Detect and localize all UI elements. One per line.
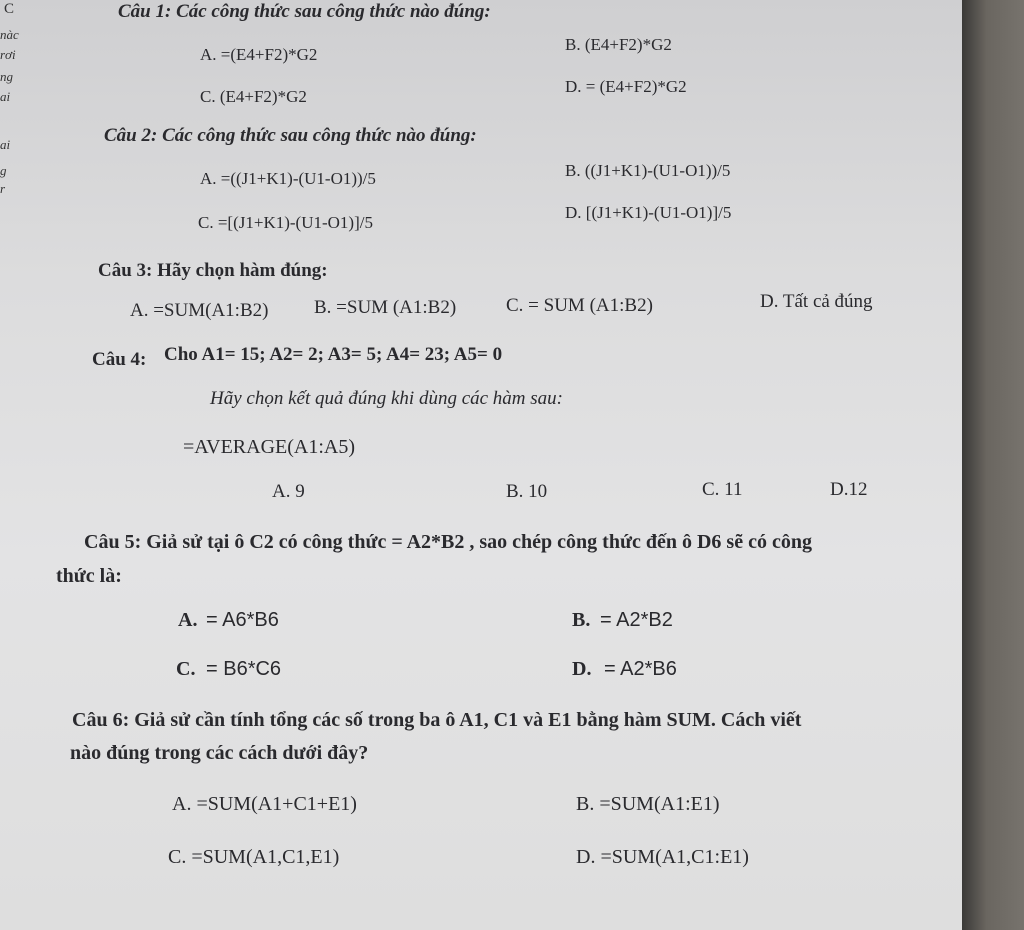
margin-scrap: ai [0,89,11,104]
question-5-title-line2: thức là: [56,565,122,587]
margin-scrap: ng [0,69,13,84]
q4-option-d: D.12 [830,479,868,500]
margin-scrap: ai [0,137,11,152]
question-3-title: Câu 3: Hãy chọn hàm đúng: [98,260,328,281]
margin-scrap: C [4,1,15,17]
question-1-title: Câu 1: Các công thức sau công thức nào đúng: [118,1,491,22]
q2-option-d: D. [(J1+K1)-(U1-O1)]/5 [565,203,732,222]
q1-option-b: B. (E4+F2)*G2 [565,35,672,54]
margin-scrap: g [0,163,7,178]
q3-option-a: A. =SUM(A1:B2) [130,300,269,321]
q3-option-d: D. Tất cả đúng [760,291,873,312]
question-4-instruction: Hãy chọn kết quả đúng khi dùng các hàm sau: [210,388,564,409]
question-4-label: Câu 4: [92,349,147,370]
q3-option-c: C. = SUM (A1:B2) [506,295,653,316]
margin-scrap: nàc [0,27,19,42]
margin-scrap: r [0,181,6,196]
question-4-given: Cho A1= 15; A2= 2; A3= 5; A4= 23; A5= 0 [164,344,503,365]
q3-option-b: B. =SUM (A1:B2) [314,297,457,318]
q5-option-d-value: = A2*B6 [604,658,677,680]
q5-option-d-label: D. [572,658,592,680]
question-2-title: Câu 2: Các công thức sau công thức nào đúng: [104,125,477,146]
q4-option-c: C. 11 [702,479,743,500]
q6-option-d: D. =SUM(A1,C1:E1) [576,846,749,868]
q1-option-a: A. =(E4+F2)*G2 [200,45,318,64]
q6-option-b: B. =SUM(A1:E1) [576,793,720,815]
q5-option-b-label: B. [572,609,591,631]
question-5-title-line1: Câu 5: Giả sử tại ô C2 có công thức = A2*B2 , sao chép công thức đến ô D6 sẽ có công [84,531,812,553]
margin-scrap: rơi [0,47,16,62]
q6-option-c: C. =SUM(A1,C1,E1) [168,846,340,868]
q4-option-a: A. 9 [272,481,305,502]
q2-option-a: A. =((J1+K1)-(U1-O1))/5 [200,169,376,188]
q5-option-a-value: = A6*B6 [206,609,279,631]
q4-option-b: B. 10 [506,481,548,502]
q2-option-c: C. =[(J1+K1)-(U1-O1)]/5 [198,213,373,232]
question-4-formula: =AVERAGE(A1:A5) [183,436,356,458]
q5-option-a-label: A. [178,609,198,631]
question-6-title-line1: Câu 6: Giả sử cần tính tổng các số trong ba ô A1, C1 và E1 bằng hàm SUM. Cách viết [72,709,802,731]
q6-option-a: A. =SUM(A1+C1+E1) [172,793,357,815]
q2-option-b: B. ((J1+K1)-(U1-O1))/5 [565,161,731,180]
q5-option-c-value: = B6*C6 [206,658,282,680]
question-6-title-line2: nào đúng trong các cách dưới đây? [70,742,369,764]
q5-option-c-label: C. [176,658,196,680]
q5-option-b-value: = A2*B2 [600,609,673,631]
q1-option-c: C. (E4+F2)*G2 [200,87,307,106]
table-background [962,0,1024,930]
q1-option-d: D. = (E4+F2)*G2 [565,77,687,96]
